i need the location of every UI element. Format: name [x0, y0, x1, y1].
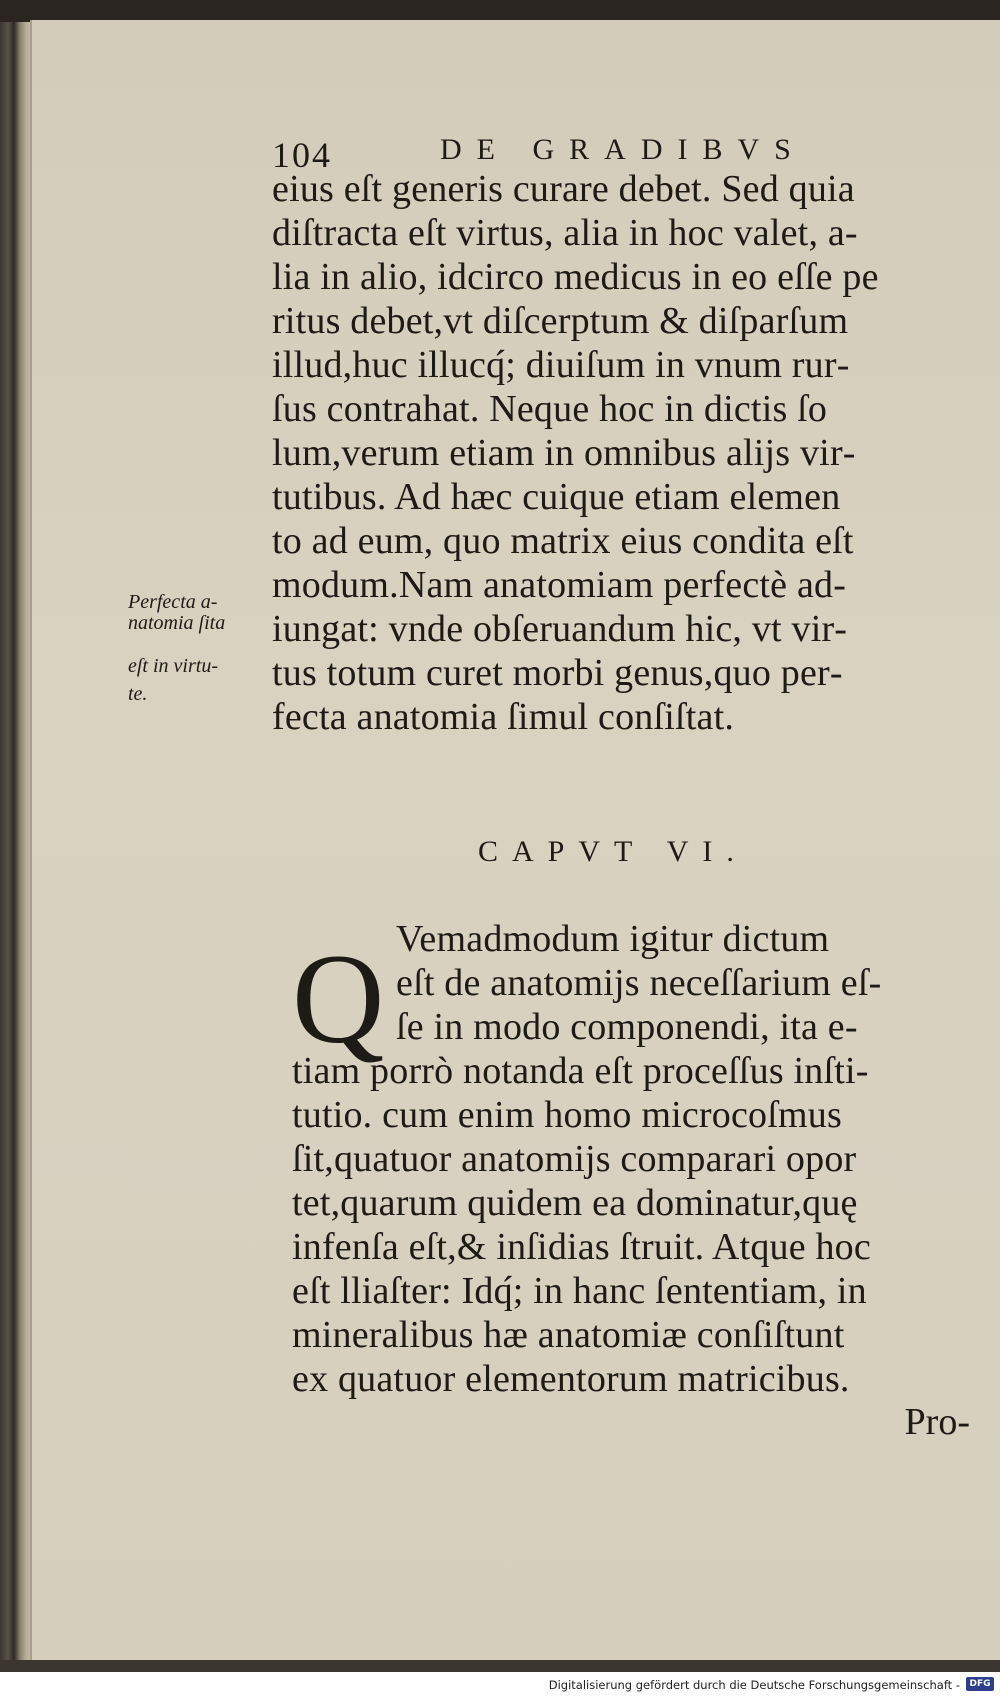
chapter-title: CAPVT VI. [478, 835, 748, 868]
running-head: DE GRADIBVS [440, 133, 806, 166]
scan-bottom-edge [0, 1660, 1000, 1672]
dfg-logo-icon: DFG [966, 1677, 994, 1691]
scan-top-edge [0, 0, 1000, 22]
text-line: lum,verum etiam in omnibus alijs vir‑ [272, 432, 856, 474]
text-line: fecta anatomia ſimul conſiſtat. [272, 696, 735, 738]
drop-cap: Q [292, 928, 385, 1070]
text-line: iungat: vnde obſeruandum hic, vt vir‑ [272, 608, 848, 650]
text-line: ſus contrahat. Neque hoc in dictis ſo [272, 388, 828, 430]
catchword: Pro‑ [904, 1401, 970, 1443]
text-line: eſt de anatomijs neceſſarium eſ‑ [396, 962, 882, 1004]
footer-credit: Digitalisierung gefördert durch die Deutsche Forschungsgemeinschaft - [548, 1678, 960, 1692]
text-line: tet,quarum quidem ea dominatur,quę [292, 1182, 858, 1224]
text-line: ſit,quatuor anatomijs comparari opor [292, 1138, 857, 1180]
text-line: ſe in modo componendi, ita e‑ [396, 1006, 858, 1048]
text-line: eſt lliaſter: Idq́; in hanc ſententiam, in [292, 1270, 867, 1312]
text-line: illud,huc illucq́; diuiſum in vnum rur‑ [272, 344, 850, 386]
page-number: 104 [272, 135, 332, 175]
text-line: Vemadmodum igitur dictum [396, 918, 830, 960]
text-line: diſtracta eſt virtus, alia in hoc valet, a‑ [272, 212, 858, 254]
text-line: tus totum curet morbi genus,quo per‑ [272, 652, 843, 694]
text-line: to ad eum, quo matrix eius condita eſt [272, 520, 854, 562]
text-line: infenſa eſt,& inſidias ſtruit. Atque hoc [292, 1226, 871, 1268]
text-line: modum.Nam anatomiam perfectè ad‑ [272, 564, 847, 606]
text-line: eius eſt generis curare debet. Sed quia [272, 168, 855, 210]
text-line: mineralibus hæ anatomiæ conſiſtunt [292, 1314, 845, 1356]
text-line: tiam porrò notanda eſt proceſſus inſti‑ [292, 1050, 869, 1092]
marginal-note-line: te. [128, 683, 148, 705]
marginal-note-line: eſt in virtu‑ [128, 655, 218, 677]
marginal-note-line: natomia ſita [128, 612, 226, 634]
text-line: ritus debet,vt diſcerptum & diſparſum [272, 300, 849, 342]
text-line: tutibus. Ad hæc cuique etiam elemen [272, 476, 841, 518]
text-line: ex quatuor elementorum matricibus. [292, 1358, 850, 1400]
marginal-note-line: Perfecta a‑ [128, 591, 218, 613]
text-line: lia in alio, idcirco medicus in eo eſſe pe [272, 256, 879, 298]
text-line: tutio. cum enim homo microcoſmus [292, 1094, 842, 1136]
